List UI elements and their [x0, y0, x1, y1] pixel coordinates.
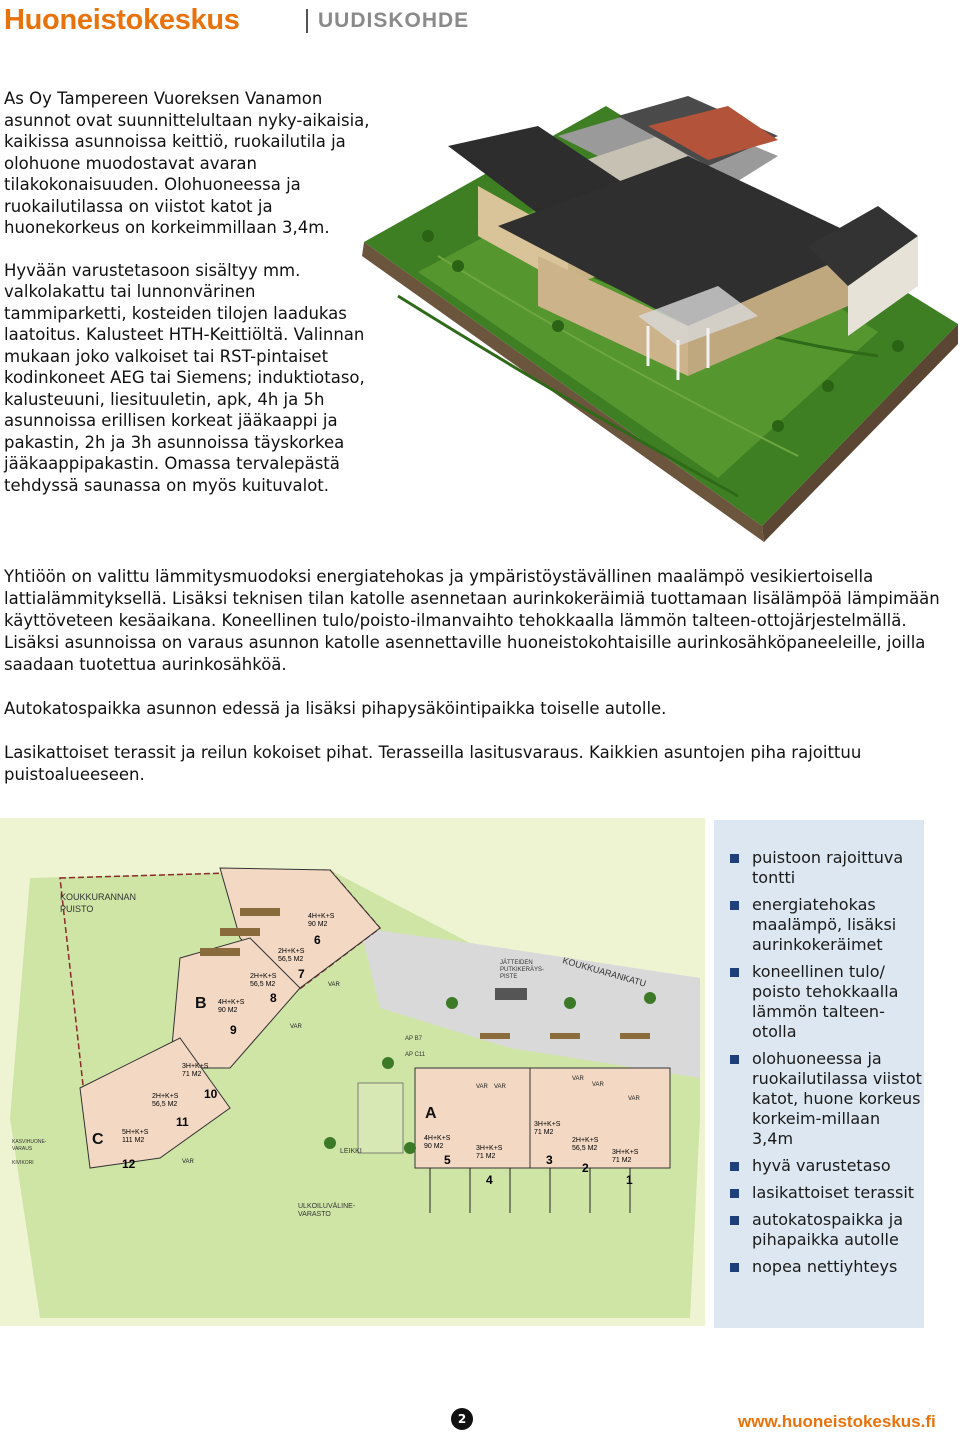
intro-paragraph-1: As Oy Tampereen Vuoreksen Vanamon asunnot ovat suunnittelultaan nyky-aikaisia, kaikissa asunnoissa keittiö, ruokailutila ja olohuone muodostavat avaran tilakokonaisuuden. Olohuoneessa ja ruokailutilassa on viistot katot ja huonekorkeus on korkeimmillaan 3,4m. [4, 89, 370, 237]
square-bullet-icon [730, 901, 739, 910]
square-bullet-icon [730, 1189, 739, 1198]
carport-ap-c11: AP C11 [405, 1052, 426, 1058]
svg-text:9: 9 [230, 1023, 237, 1037]
square-bullet-icon [730, 1055, 739, 1064]
svg-text:3H+K+S: 3H+K+S [534, 1121, 561, 1128]
feature-item: olohuoneessa ja ruokailutilassa viistot katot, huone korkeus korkeim-millaan 3,4m [714, 1049, 924, 1149]
feature-item: nopea nettiyhteys [714, 1257, 924, 1277]
svg-text:71 M2: 71 M2 [182, 1071, 202, 1078]
square-bullet-icon [730, 854, 739, 863]
svg-text:VAR: VAR [628, 1096, 640, 1102]
body-paragraph-parking: Autokatospaikka asunnon edessä ja lisäksi pihapysäköintipaikka toiselle autolle. [4, 699, 667, 718]
svg-text:4H+K+S: 4H+K+S [218, 999, 245, 1006]
svg-text:VAR: VAR [290, 1024, 302, 1030]
svg-text:VAR: VAR [328, 982, 340, 988]
svg-text:56,5 M2: 56,5 M2 [250, 981, 276, 988]
website-link[interactable]: www.huoneistokeskus.fi [738, 1412, 936, 1431]
svg-text:2H+K+S: 2H+K+S [278, 948, 305, 955]
svg-text:90 M2: 90 M2 [218, 1007, 238, 1014]
svg-text:111 M2: 111 M2 [122, 1137, 145, 1144]
building-b-label: B [195, 995, 207, 1012]
body-paragraph-terraces: Lasikattoiset terassit ja reilun kokoiset pihat. Terasseilla lasitusvaraus. Kaikkien asuntojen piha rajoittuu puistoalueeseen. [4, 743, 862, 784]
site-plan [0, 818, 705, 1326]
square-bullet-icon [730, 1263, 739, 1272]
section-label: UUDISKOHDE [318, 9, 470, 32]
feature-item: lasikattoiset terassit [714, 1183, 924, 1203]
svg-text:4H+K+S: 4H+K+S [424, 1135, 451, 1142]
body-text [4, 566, 950, 808]
svg-text:56,5 M2: 56,5 M2 [152, 1101, 178, 1108]
svg-text:56,5 M2: 56,5 M2 [278, 956, 304, 963]
svg-text:VAR: VAR [494, 1084, 506, 1090]
playground [358, 1083, 403, 1153]
features-panel [714, 820, 924, 1328]
svg-text:10: 10 [204, 1087, 218, 1101]
svg-text:8: 8 [270, 991, 277, 1005]
svg-text:VAR: VAR [476, 1084, 488, 1090]
svg-text:71 M2: 71 M2 [476, 1153, 496, 1160]
svg-text:12: 12 [122, 1157, 136, 1171]
svg-text:4: 4 [486, 1173, 493, 1187]
storage-label-1: ULKOILUVÄLINE- [298, 1203, 356, 1210]
feature-item: autokatospaikka ja pihapaikka autolle [714, 1210, 924, 1250]
svg-text:2H+K+S: 2H+K+S [250, 973, 277, 980]
svg-text:3H+K+S: 3H+K+S [182, 1063, 209, 1070]
page-number: 2 [451, 1408, 473, 1430]
waste-point-marker [495, 988, 527, 1000]
svg-text:5: 5 [444, 1153, 451, 1167]
square-bullet-icon [730, 1216, 739, 1225]
svg-text:71 M2: 71 M2 [612, 1157, 632, 1164]
greenhouse-label-1: KASVIHUONE- [12, 1139, 47, 1145]
waste-label-2: PUTKIKERÄYS- [500, 967, 545, 973]
park-label-2: PUISTO [60, 904, 94, 914]
park-label-1: KOUKKURANNAN [60, 892, 137, 902]
feature-item: koneellinen tulo/ poisto tehokkaalla lämmön talteen-otolla [714, 962, 924, 1042]
waste-label-3: PISTE [500, 974, 518, 980]
intro-paragraph-2: Hyvään varustetasoon sisältyy mm. valkolakattu tai lunnonvärinen tammiparketti, kosteiden tilojen laadukas laatoitus. Kalusteet HTH-Keittiöltä. Valinnan mukaan joko valkoiset tai RST-pintaiset kodinkoneet AEG tai Siemens; induktiotaso, kalusteuuni, liesituuletin, apk, 4h ja 5h asunnoissa erillisen korkeat jääkaappi ja pakastin, 2h ja 3h asunnoissa täyskorkea jääkaappipakastin. Omassa tervalepästä tehdyssä saunassa on myös kuituvalot. [4, 260, 365, 495]
building-a-label: A [425, 1105, 437, 1122]
page-header [0, 0, 960, 44]
svg-text:4H+K+S: 4H+K+S [308, 913, 335, 920]
svg-text:6: 6 [314, 933, 321, 947]
header-divider [306, 9, 308, 33]
svg-text:VAR: VAR [592, 1082, 604, 1088]
svg-text:90 M2: 90 M2 [424, 1143, 444, 1150]
svg-text:3H+K+S: 3H+K+S [612, 1149, 639, 1156]
svg-text:3H+K+S: 3H+K+S [476, 1145, 503, 1152]
svg-text:1: 1 [626, 1173, 633, 1187]
feature-item: hyvä varustetaso [714, 1156, 924, 1176]
feature-item: energiatehokas maalämpö, lisäksi aurinkokeräimet [714, 895, 924, 955]
body-paragraph-heating: Yhtiöön on valittu lämmitysmuodoksi energiatehokas ja ympäristöystävällinen maalämpö vesikiertoisella lattialämmityksellä. Lisäksi teknisen tilan katolle asennetaan aurinkokeräimiä tuottamaan lisälämpöä lämpimään käyttöveteen kesäaikana. Koneellinen tulo/poisto-ilmanvaihto tehokkaalla lämmön talteen-ottojärjestelmällä. Lisäksi asunnoissa on varaus asunnon katolle asennettaville huoneistokohtaisille aurinkosähköpaneeleille, joilla saadaan tuotettua aurinkosähköä. [4, 567, 940, 674]
square-bullet-icon [730, 1162, 739, 1171]
svg-text:5H+K+S: 5H+K+S [122, 1129, 149, 1136]
svg-text:2H+K+S: 2H+K+S [152, 1093, 179, 1100]
waste-label-1: JÄTTEIDEN [500, 960, 533, 966]
svg-text:90 M2: 90 M2 [308, 921, 328, 928]
svg-text:2H+K+S: 2H+K+S [572, 1137, 599, 1144]
building-rendering [358, 96, 958, 542]
svg-text:71 M2: 71 M2 [534, 1129, 554, 1136]
svg-text:11: 11 [176, 1115, 189, 1129]
street-label: KOUKKUARANKATU [561, 955, 648, 989]
carport-ap-b7: AP B7 [405, 1036, 422, 1042]
svg-text:VAR: VAR [182, 1159, 194, 1165]
svg-text:2: 2 [582, 1161, 589, 1175]
svg-text:VAR: VAR [572, 1076, 584, 1082]
svg-text:56,5 M2: 56,5 M2 [572, 1145, 598, 1152]
svg-text:7: 7 [298, 967, 305, 981]
building-c-label: C [92, 1131, 104, 1148]
brand-title: Huoneistokeskus [4, 4, 240, 36]
storage-label-2: VARASTO [298, 1211, 331, 1218]
intro-text [4, 88, 376, 496]
stone-basket-label: KIVIKORI [12, 1160, 34, 1166]
square-bullet-icon [730, 968, 739, 977]
features-list [714, 820, 924, 1277]
feature-item: puistoon rajoittuva tontti [714, 848, 924, 888]
greenhouse-label-2: VARAUS [12, 1146, 33, 1152]
playground-label: LEIKKI [340, 1148, 362, 1155]
svg-text:3: 3 [546, 1153, 553, 1167]
